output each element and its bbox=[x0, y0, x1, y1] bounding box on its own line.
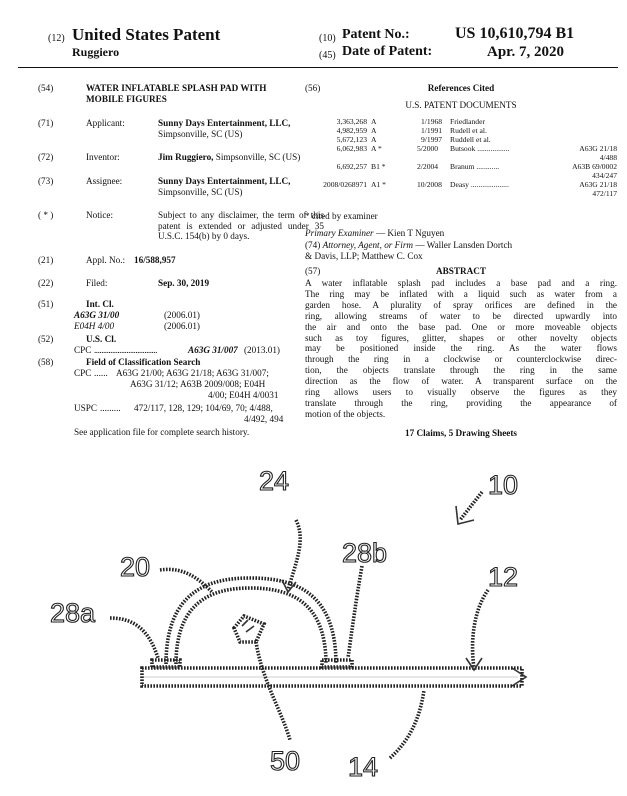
flange-28b bbox=[322, 660, 352, 667]
assignee-name: Sunny Days Entertainment, LLC, bbox=[158, 176, 291, 186]
leader-24 bbox=[288, 520, 300, 590]
int-cl-1: A63G 31/00 bbox=[74, 310, 120, 320]
code-57: (57) bbox=[305, 266, 321, 276]
leader-20 bbox=[160, 569, 212, 592]
patent-no-label: Patent No.: bbox=[342, 27, 410, 42]
abstract-title: ABSTRACT bbox=[435, 266, 487, 276]
leader-28a bbox=[110, 618, 158, 658]
appl-number: 16/588,957 bbox=[134, 255, 176, 265]
patent-number: US 10,610,794 B1 bbox=[455, 25, 575, 42]
primary-examiner: Primary Examiner — Kien T Nguyen bbox=[305, 228, 445, 238]
code-10: (10) bbox=[319, 33, 336, 44]
int-cl-2: E04H 4/00 bbox=[74, 321, 115, 331]
leader-14 bbox=[390, 690, 424, 758]
code-56: (56) bbox=[305, 83, 321, 93]
inventor-surname: Ruggiero bbox=[72, 45, 120, 59]
applicant-name: Sunny Days Entertainment, LLC, bbox=[158, 118, 291, 128]
right-column bbox=[305, 0, 617, 460]
field-notice: ( * ) Notice: Subject to any disclaimer, the term of this patent is extended or adjusted under 35 U.S.C. 154(b) by 0 days. bbox=[38, 210, 324, 242]
ref-28b: 28b bbox=[342, 538, 388, 568]
field-58: (58) Field of Classification Search CPC ...... A63G 21/00; A63G 21/18; A63G 31/007; A63G 31/12; A63B 2009/008; E04H 4/00; E04H 4/0031 USPC ......... 472/117, 128, 129; 104/69, 70; 4/488, 4/492, 494 See application file for complete search history. bbox=[38, 357, 284, 437]
ref-12: 12 bbox=[488, 562, 519, 592]
patent-drawing bbox=[0, 440, 627, 796]
abstract-text: A water inflatable splash pad includes a base pad and a ring. The ring may be inflated with a liquid such as water from a garden hose. A plurality of spray orifices are defined in the ring, allowing streams of water to be directed upwardly into the air and onto the base pad. One or more moveable objects such as toy figures, glitter, shapes or other novelty objects may be positioned inside the ring. As the water flows through the ring in a clockwise or counterclockwise direc- tion, the objects translate through the ring in the same direction as the flow of water. A transparent surface on the ring allows users to visually observe the figures as they translate through the ring, providing the appearance of motion of the objects. bbox=[305, 278, 617, 419]
attorney: (74) Attorney, Agent, or Firm — Waller Lansden Dortch & Davis, LLP; Matthew C. Cox bbox=[305, 240, 513, 261]
ref-28a: 28a bbox=[50, 598, 96, 628]
references-list: 3,363,268 A 1/1968 Friedlander 4,982,959 A 1/1991 Rudell et al. 5,672,123 A 9/1997 Ruddell et al. 6,062,983 A * 5/2000 Butsook ................. A63G 21/18 4/488 6,692,257 B1 * 2/2004 Branum ............ A63B 69/0002 434/247 2008/0268971 A1 * 10/2008 Deasy .................... A63G 21/18 472/117 bbox=[323, 117, 617, 198]
ref-10: 10 bbox=[488, 470, 519, 500]
leader-28b bbox=[348, 566, 362, 658]
field-72: (72) Inventor: Jim Ruggiero, Simpsonville, SC (US) bbox=[38, 152, 301, 162]
claims-summary: 17 Claims, 5 Drawing Sheets bbox=[404, 428, 518, 438]
notice-text: Subject to any disclaimer, the term of this patent is extended or adjusted under 35 U.S.C. 154(b) by 0 days. bbox=[158, 210, 324, 242]
ref-20: 20 bbox=[120, 552, 151, 582]
field-51: (51) Int. Cl. A63G 31/00 (2006.01) E04H 4/00 (2006.01) bbox=[38, 299, 200, 331]
patent-office-title: United States Patent bbox=[72, 25, 221, 44]
references-title: References Cited bbox=[427, 83, 495, 93]
inventor-name: Jim Ruggiero, bbox=[158, 152, 214, 162]
field-54: (54) WATER INFLATABLE SPLASH PAD WITH MOBILE FIGURES bbox=[38, 83, 298, 107]
ref-14: 14 bbox=[348, 752, 379, 782]
invention-title: WATER INFLATABLE SPLASH PAD WITH MOBILE FIGURES bbox=[86, 83, 267, 104]
filed-date: Sep. 30, 2019 bbox=[158, 278, 210, 288]
code-12: (12) bbox=[48, 33, 65, 44]
patent-date: Apr. 7, 2020 bbox=[487, 44, 564, 60]
ring-inner bbox=[176, 588, 326, 664]
ref-24: 24 bbox=[259, 466, 290, 496]
ref-50: 50 bbox=[270, 746, 301, 776]
date-label: Date of Patent: bbox=[342, 44, 433, 59]
field-73: (73) Assignee: Sunny Days Entertainment, LLC, Simpsonville, SC (US) bbox=[38, 176, 291, 197]
leader-10 bbox=[460, 492, 482, 520]
leader-50 bbox=[256, 642, 290, 740]
us-cl-cpc: A63G 31/007 bbox=[188, 345, 238, 355]
ring-outer bbox=[166, 578, 336, 664]
field-22: (22) Filed: Sep. 30, 2019 bbox=[38, 278, 298, 290]
object-detail bbox=[242, 620, 254, 632]
cited-by-examiner: * cited by examiner bbox=[305, 211, 378, 221]
field-21: (21) Appl. No.: 16/588,957 bbox=[38, 255, 176, 265]
code-45: (45) bbox=[319, 50, 336, 61]
field-71: (71) Applicant: Sunny Days Entertainment, LLC, Simpsonville, SC (US) bbox=[38, 118, 291, 139]
references-subtitle: U.S. PATENT DOCUMENTS bbox=[405, 100, 517, 110]
field-52: (52) U.S. Cl. CPC ................................... A63G 31/007 (2013.01) bbox=[38, 334, 280, 355]
leader-12 bbox=[473, 590, 488, 668]
